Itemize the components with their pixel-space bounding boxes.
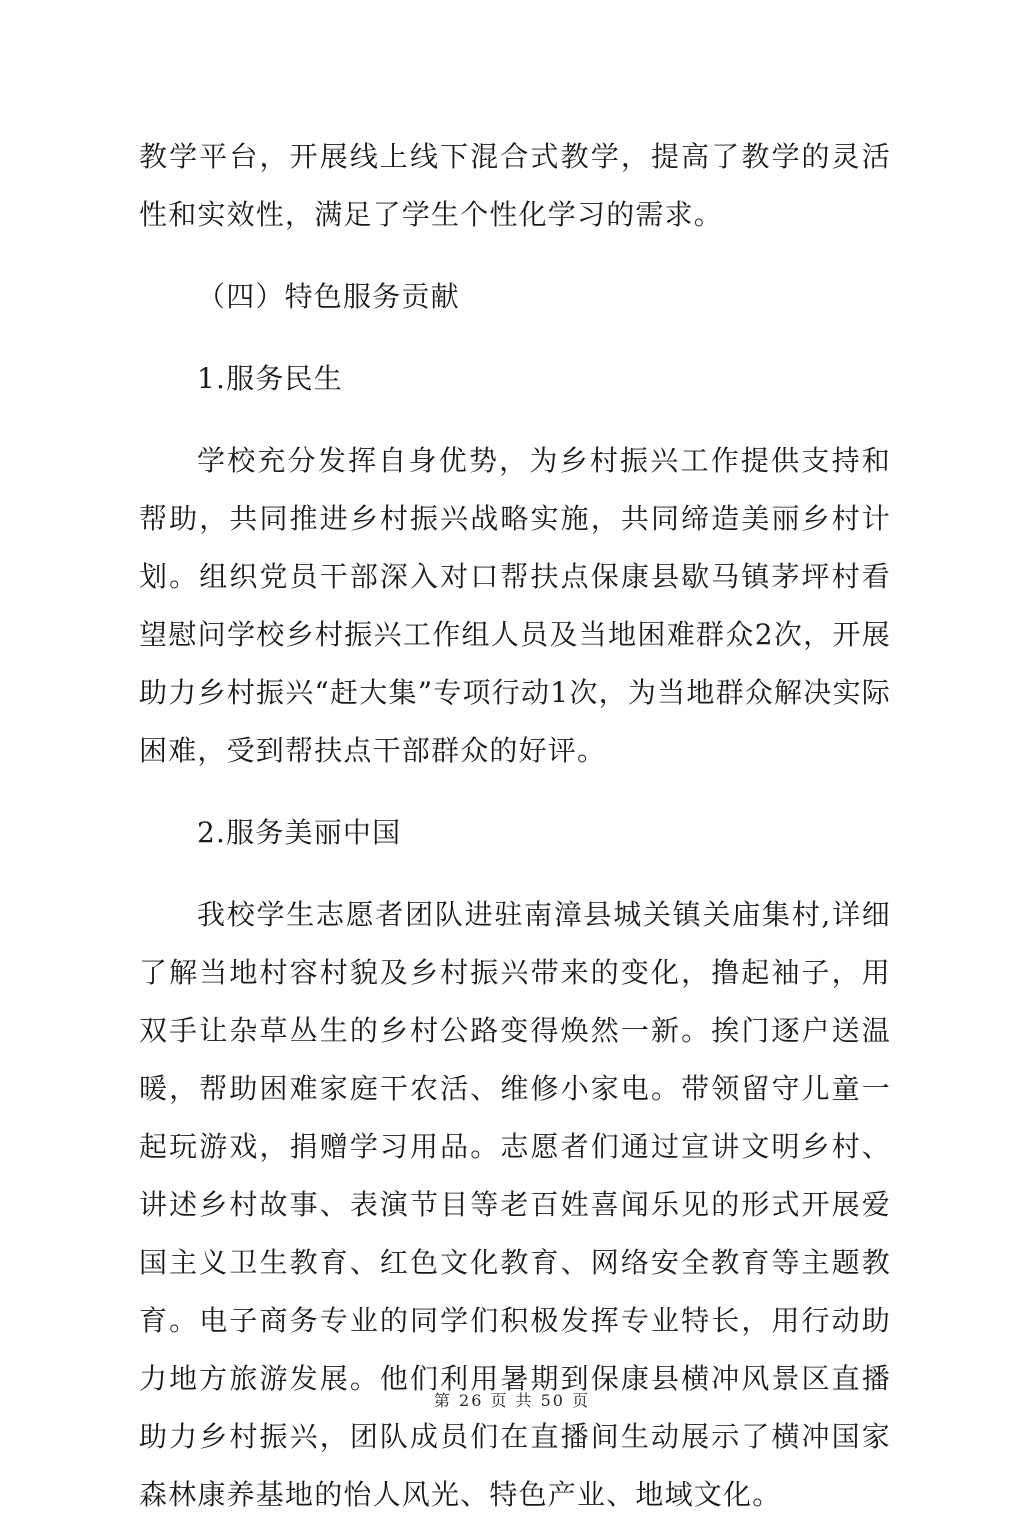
- page-number-footer: 第 26 页 共 50 页: [433, 1391, 591, 1410]
- spacer: [139, 244, 891, 268]
- spacer: [139, 408, 891, 432]
- spacer: [139, 862, 891, 886]
- subheading-beautiful-china: 2.服务美丽中国: [197, 816, 402, 849]
- paragraph-rural-revitalization: 学校充分发挥自身优势，为乡村振兴工作提供支持和帮助，共同推进乡村振兴战略实施，共同缔造美丽乡村计划。组织党员干部深入对口帮扶点保康县歇马镇茅坪村看望慰问学校乡村振兴工作组人员及当地困难群众2次，开展助力乡村振兴“赶大集”专项行动1次，为当地群众解决实际困难，受到帮扶点干部群众的好评。: [139, 444, 891, 767]
- page-body: [139, 128, 891, 1524]
- spacer: [139, 326, 891, 350]
- section-heading-special-services: （四）特色服务贡献: [197, 280, 460, 313]
- spacer: [139, 780, 891, 804]
- subheading-serve-livelihood: 1.服务民生: [197, 362, 343, 395]
- paragraph-student-volunteers: 我校学生志愿者团队进驻南漳县城关镇关庙集村,详细了解当地村容村貌及乡村振兴带来的变化，撸起袖子，用双手让杂草丛生的乡村公路变得焕然一新。挨门逐户送温暖，帮助困难家庭干农活、维修小家电。带领留守儿童一起玩游戏，捐赠学习用品。志愿者们通过宣讲文明乡村、讲述乡村故事、表演节目等老百姓喜闻乐见的形式开展爱国主义卫生教育、红色文化教育、网络安全教育等主题教育。电子商务专业的同学们积极发挥专业特长，用行动助力地方旅游发展。他们利用暑期到保康县横冲风景区直播助力乡村振兴，团队成员们在直播间生动展示了横冲国家森林康养基地的怡人风光、特色产业、地域文化。: [139, 898, 891, 1511]
- paragraph-continued-teaching-platform: 教学平台，开展线上线下混合式教学，提高了教学的灵活性和实效性，满足了学生个性化学习的需求。: [139, 140, 891, 231]
